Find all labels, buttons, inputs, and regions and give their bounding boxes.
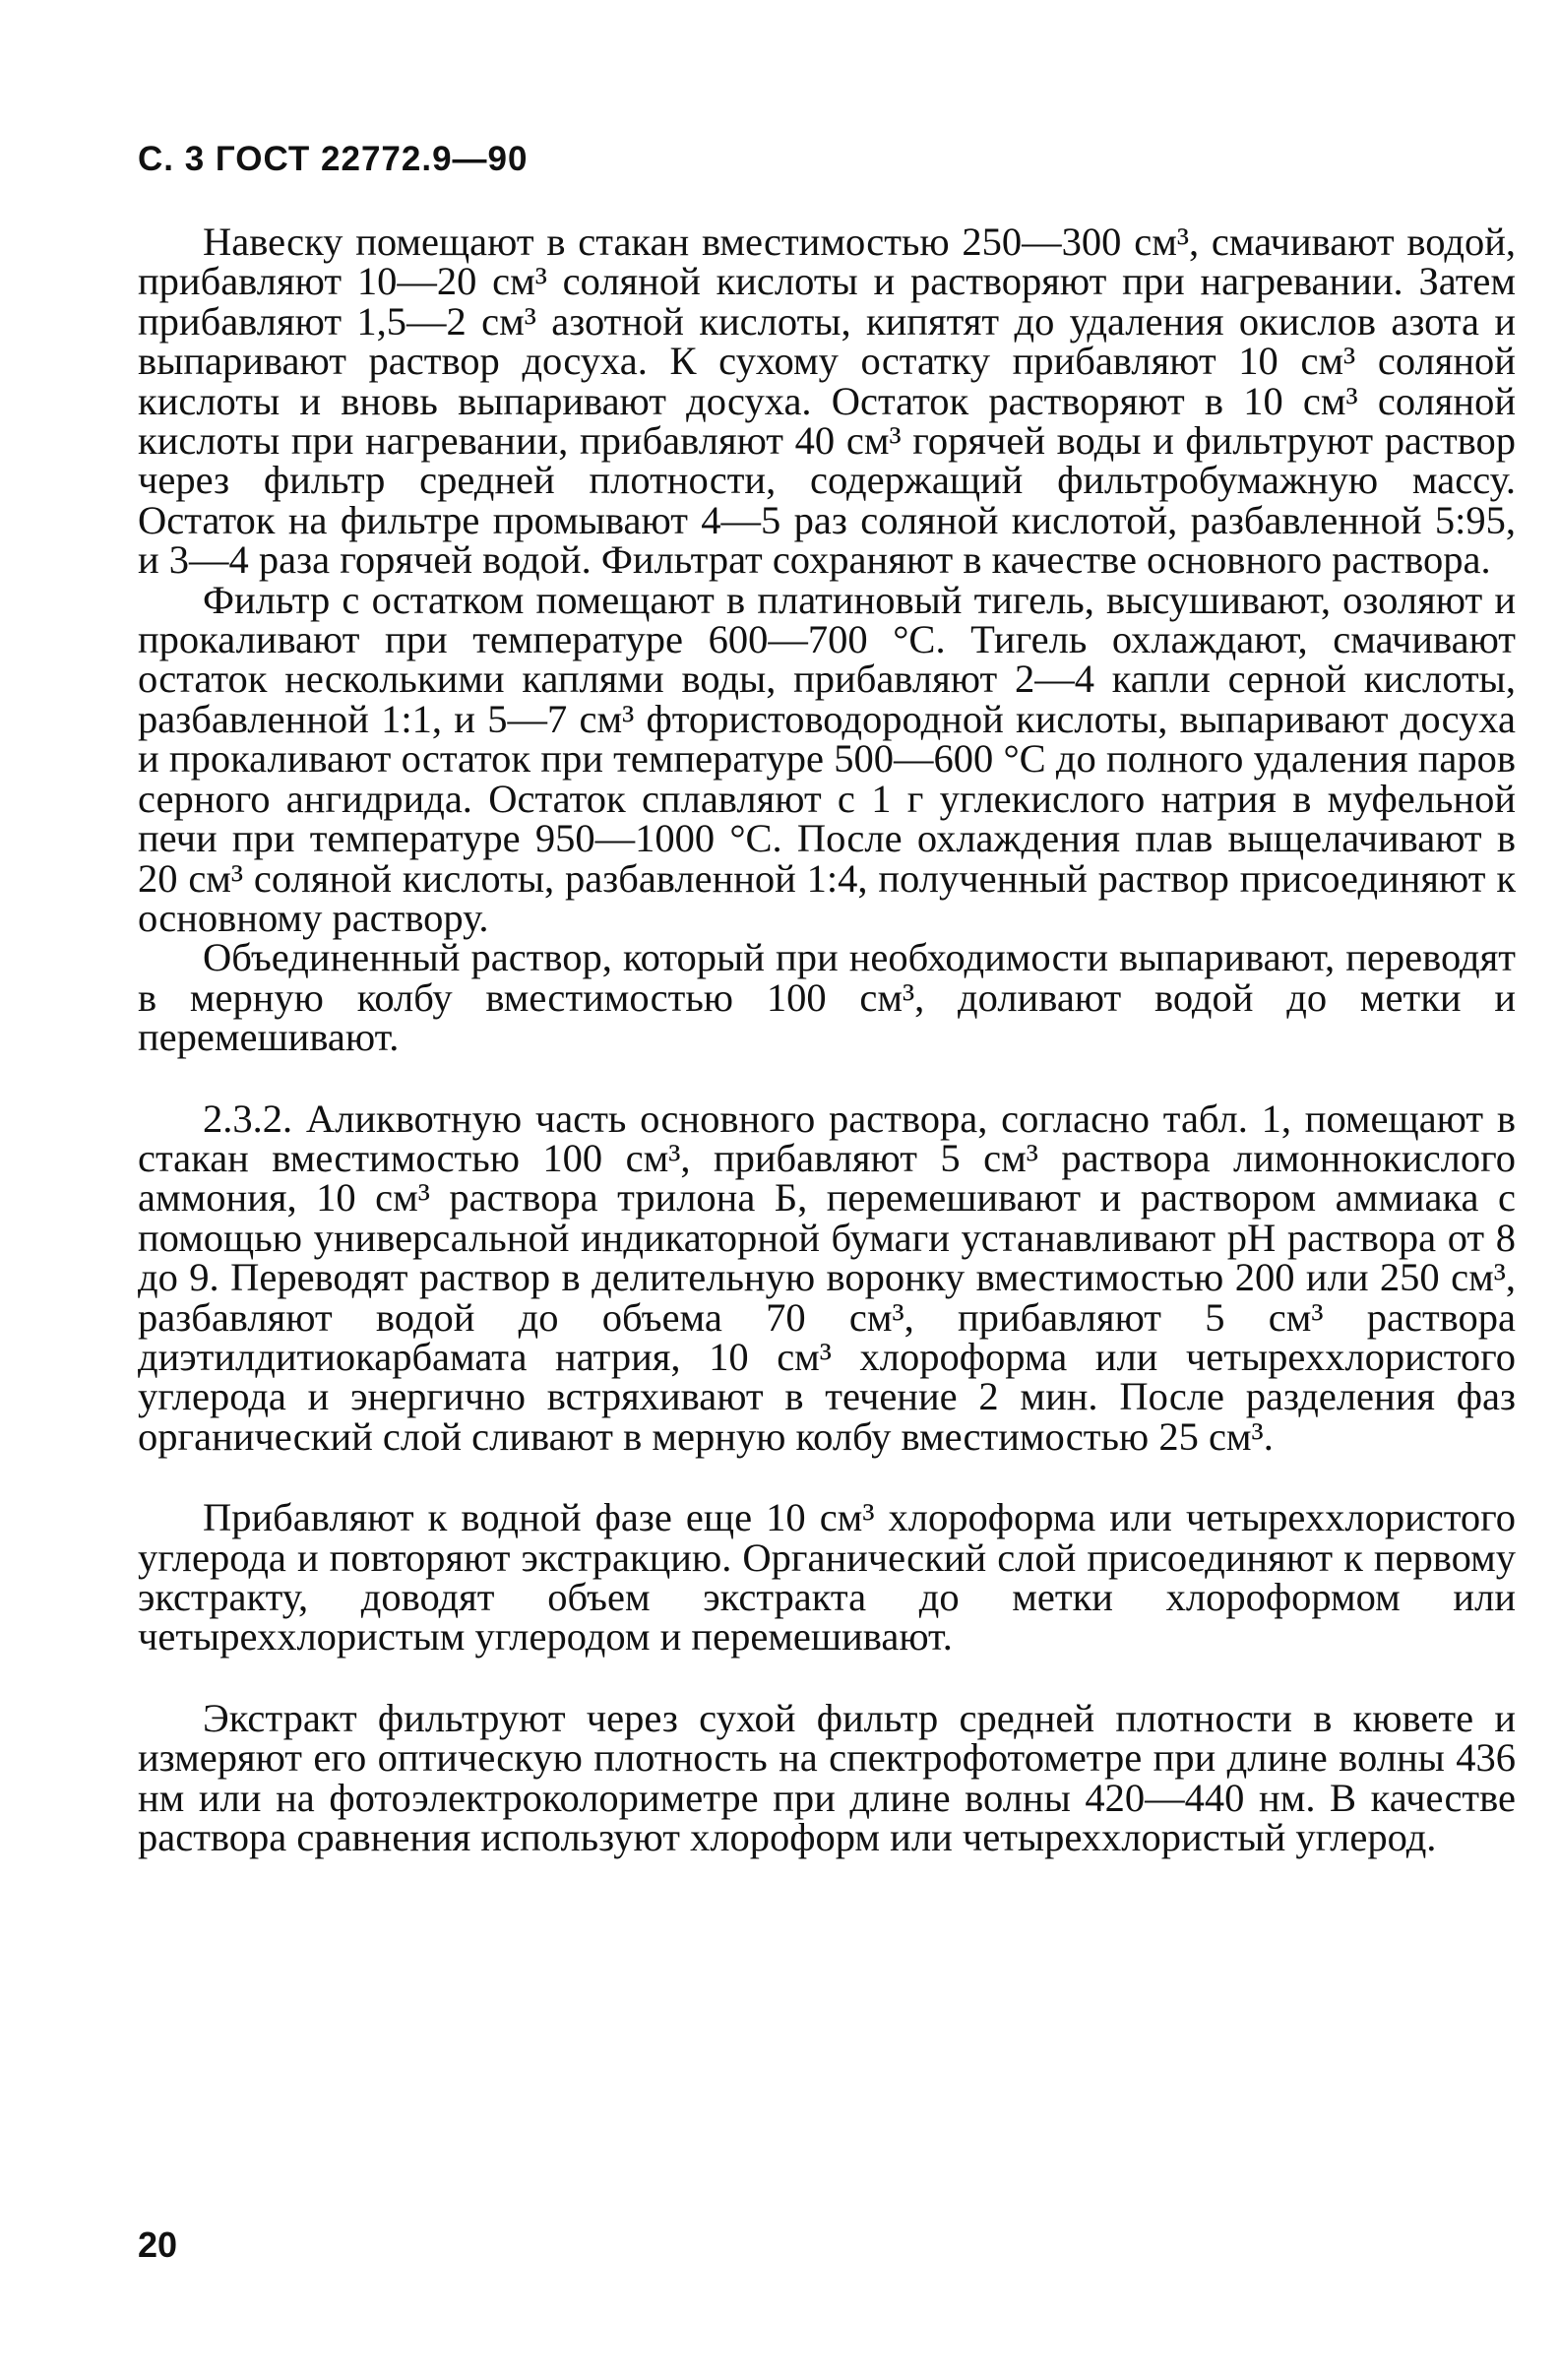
document-page [138, 138, 1516, 2343]
page-number: 20 [138, 2224, 178, 2265]
paragraph-sample-dissolution: Навеску помещают в стакан вместимостью 250—300 см³, смачивают водой, прибавляют 10—20 см³ соляной кислоты и растворяют при нагревании. Затем прибавляют 1,5—2 см³ азотной кислоты, кипятят до удаления окислов азота и выпаривают раствор досуха. К сухому остатку прибавляют 10 см³ соляной кислоты и вновь выпаривают досуха. Остаток растворяют в 10 см³ соляной кислоты при нагревании, прибавляют 40 см³ горячей воды и фильтруют раствор через фильтр средней плотности, содержащий фильтробумажную массу. Остаток на фильтре промывают 4—5 раз соляной кислотой, разбавленной 5:95, и 3—4 раза горячей водой. Фильтрат сохраняют в качестве основного раствора. [138, 219, 1516, 583]
paragraph-section-2-3-2: 2.3.2. Аликвотную часть основного раствора, согласно табл. 1, помещают в стакан вместимостью 100 см³, прибавляют 5 см³ раствора лимоннокислого аммония, 10 см³ раствора трилона Б, перемешивают и раствором аммиака с помощью универсальной индикаторной бумаги устанавливают pH раствора от 8 до 9. Переводят раствор в делительную воронку вместимостью 200 или 250 см³, разбавляют водой до объема 70 см³, прибавляют 5 см³ раствора диэтилдитиокарбамата натрия, 10 см³ хлороформа или четыреххлористого углерода и энергично встряхивают в течение 2 мин. После разделения фаз органический слой сливают в мерную колбу вместимостью 25 см³. [138, 1096, 1516, 1459]
paragraph-measurement: Экстракт фильтруют через сухой фильтр средней плотности в кювете и измеряют его оптическую плотность на спектрофотометре при длине волны 436 нм или на фотоэлектроколориметре при длине волны 420—440 нм. В качестве раствора сравнения используют хлороформ или четыреххлористый углерод. [138, 1695, 1516, 1860]
document-header: С. 3 ГОСТ 22772.9—90 [138, 140, 529, 178]
paragraph-extraction: Прибавляют к водной фазе еще 10 см³ хлороформа или четыреххлористого углерода и повторяют экстракцию. Органический слой присоединяют к первому экстракту, доводят объем экстракта до метки хлороформом или четыреххлористым углеродом и перемешивают. [138, 1495, 1516, 1660]
paragraph-filter-residue: Фильтр с остатком помещают в платиновый тигель, высушивают, озоляют и прокаливают при температуре 600—700 °С. Тигель охлаждают, смачивают остаток несколькими каплями воды, прибавляют 2—4 капли серной кислоты, разбавленной 1:1, и 5—7 см³ фтористоводородной кислоты, выпаривают досуха и прокаливают остаток при температуре 500—600 °С до полного удаления паров серного ангидрида. Остаток сплавляют с 1 г углекислого натрия в муфельной печи при температуре 950—1000 °С. После охлаждения плав выщелачивают в 20 см³ соляной кислоты, разбавленной 1:4, полученный раствор присоединяют к основному раствору. [138, 577, 1516, 940]
paragraph-combined-solution: Объединенный раствор, который при необходимости выпаривают, переводят в мерную колбу вместимостью 100 см³, доливают водой до метки и перемешивают. [138, 935, 1516, 1060]
